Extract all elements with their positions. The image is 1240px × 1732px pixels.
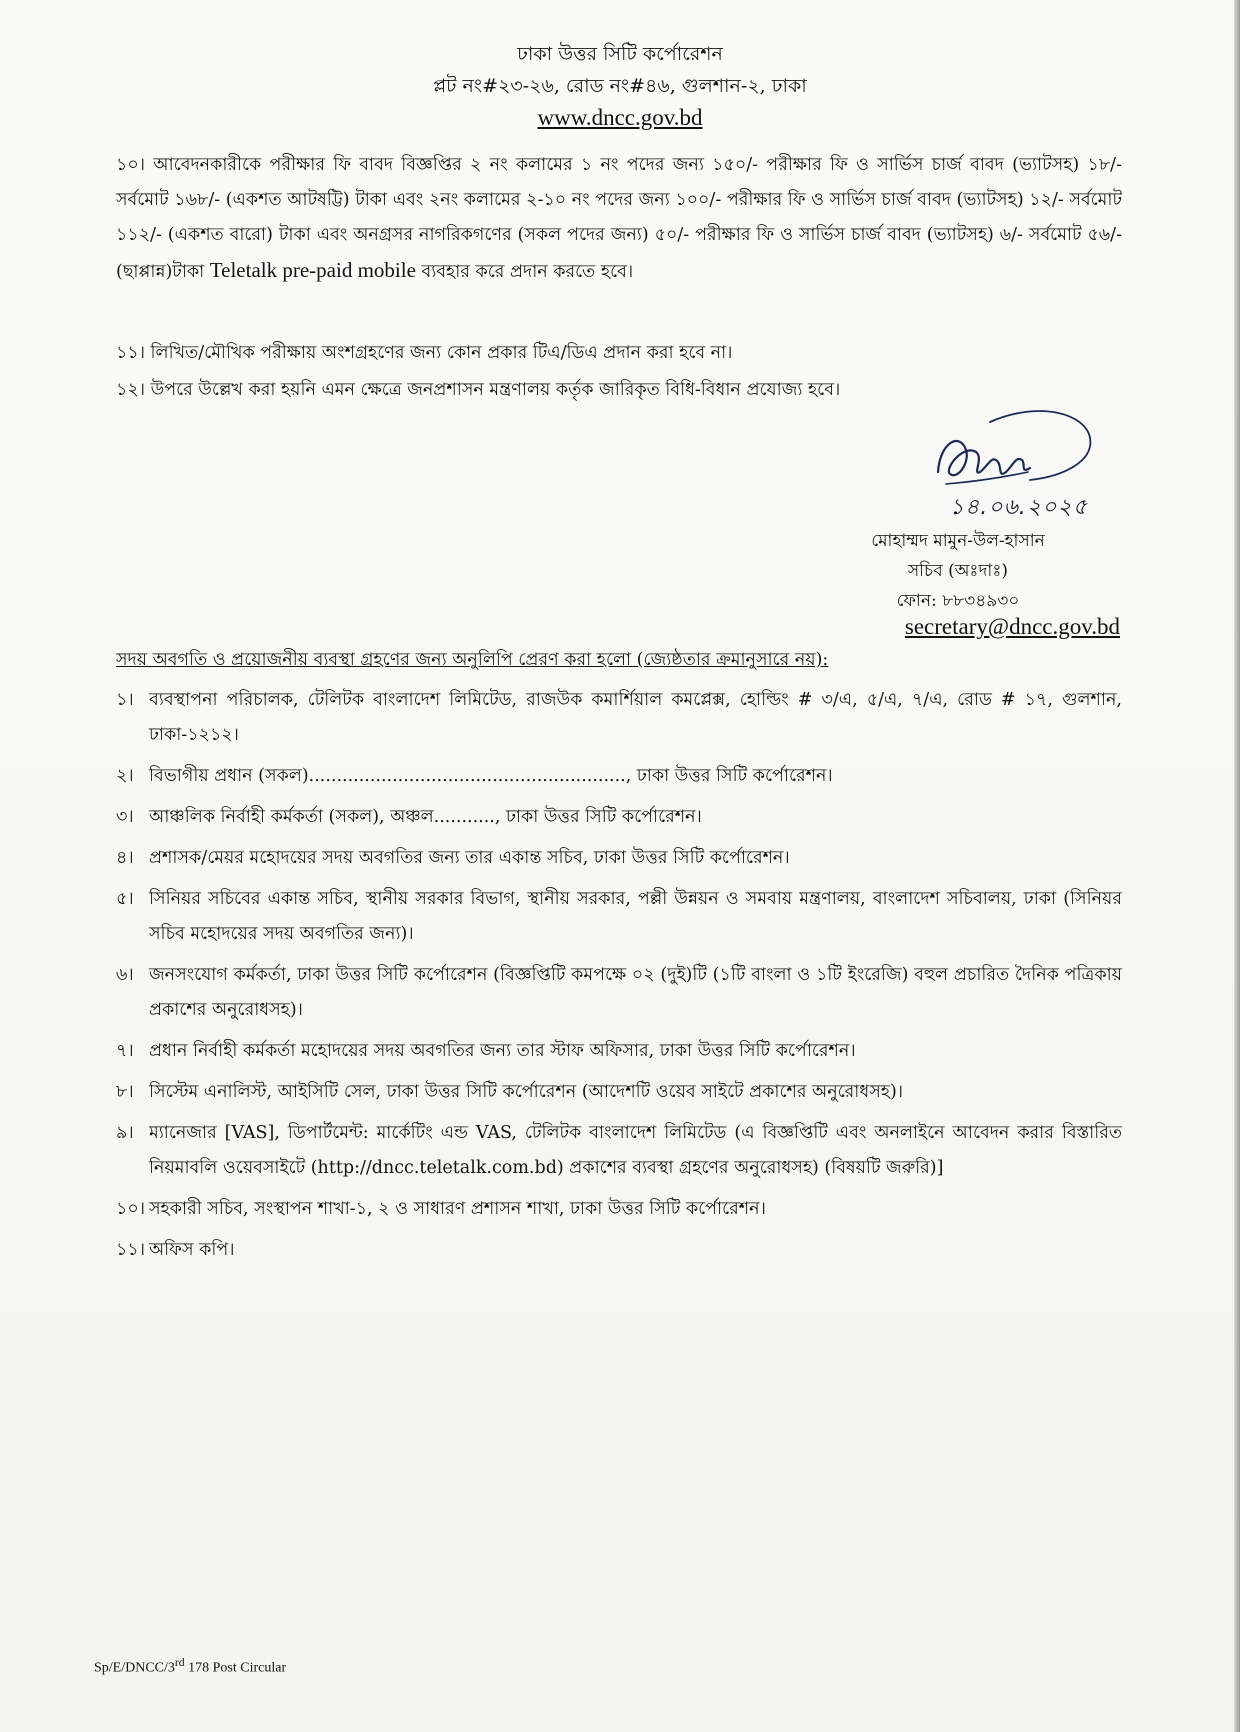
clause-text: আবেদনকারীকে পরীক্ষার ফি বাবদ বিজ্ঞপ্তির ২ নং কলামের ১ নং পদের জন্য ১৫০/- পরীক্ষার ফি ও সার্ভিস চার্জ বাবদ (ভ্যাটসহ) ১৮/- সর্বমোট ১৬৮/- (একশত আটষট্টি) টাকা এবং ২নং কলামের ২-১০ নং পদের জন্য ১০০/- পরীক্ষার ফি ও সার্ভিস চার্জ বাবদ (ভ্যাটসহ) ১২/- সর্বমোট ১১২/- (একশত বারো) টাকা এবং অনগ্রসর নাগরিকগণের (সকল পদের জন্য) ৫০/- পরীক্ষার ফি ও সার্ভিস চার্জ বাবদ (ভ্যাটসহ) ৬/- সর্বমোট ৫৬/- (ছাপ্পান্ন)টাকা	[116, 155, 1122, 282]
list-item-text: ম্যানেজার [VAS], ডিপার্টমেন্ট: মার্কেটিং এন্ড VAS, টেলিটক বাংলাদেশ লিমিটেড (এ বিজ্ঞপ্তিটি এবং অনলাইনে আবেদন করার বিস্তারিত নিয়মাবলি ওয়েবসাইটে (http://dncc.teletalk.com.bd) প্রকাশের ব্যবস্থা গ্রহণের অনুরোধসহ) (বিষয়টি জরুরি)]	[149, 1123, 1122, 1178]
reference-suffix: 178 Post Circular	[184, 1660, 287, 1676]
list-item-text: সিস্টেম এনালিস্ট, আইসিটি সেল, ঢাকা উত্তর সিটি কর্পোরেশন (আদেশটি ওয়েব সাইটে প্রকাশের অনুরোধসহ)।	[149, 1082, 904, 1102]
list-item	[116, 1034, 1122, 1069]
reference-superscript: rd	[174, 1656, 185, 1669]
document-reference	[94, 1656, 286, 1677]
list-item-text: প্রশাসক/মেয়র মহোদয়ের সদয় অবগতির জন্য তার একান্ত সচিব, ঢাকা উত্তর সিটি কর্পোরেশন।	[149, 848, 790, 868]
list-item-number: ৬।	[116, 965, 134, 985]
list-item	[116, 841, 1122, 876]
signatory-designation: সচিব (অঃদাঃ)	[907, 561, 1009, 581]
clause-number: ১০।	[116, 155, 145, 175]
list-item-number: ৯।	[116, 1123, 134, 1143]
clause-text: লিখিত/মৌখিক পরীক্ষায় অংশগ্রহণের জন্য কোন প্রকার টিএ/ডিএ প্রদান করা হবে না।	[144, 343, 733, 363]
copy-to-heading: সদয় অবগতি ও প্রয়োজনীয় ব্যবস্থা গ্রহণের জন্য অনুলিপি প্রেরণ করা হলো (জ্যেষ্ঠতার ক্রমানুসারে নয়):	[116, 650, 829, 670]
signatory-email-link[interactable]: secretary@dncc.gov.bd	[904, 614, 1120, 639]
list-item-number: ৩।	[116, 807, 134, 827]
list-item-text: জনসংযোগ কর্মকর্তা, ঢাকা উত্তর সিটি কর্পোরেশন (বিজ্ঞপ্তিটি কমপক্ষে ০২ (দুই)টি (১টি বাংলা ও ১টি ইংরেজি) বহুল প্রচারিত দৈনিক পত্রিকায় প্রকাশের অনুরোধসহ)।	[149, 965, 1122, 1020]
clause-text-english: Teletalk pre-paid mobile	[209, 258, 416, 282]
org-name: ঢাকা উত্তর সিটি কর্পোরেশন	[517, 43, 723, 65]
scan-edge-shadow	[1234, 0, 1240, 1732]
signature-date: ১৪.০৬.২০২৫	[949, 495, 1088, 520]
list-item-number: ১০।	[116, 1199, 145, 1219]
clause-text: উপরে উল্লেখ করা হয়নি এমন ক্ষেত্রে জনপ্রশাসন মন্ত্রণালয় কর্তৃক জারিকৃত বিধি-বিধান প্রযোজ্য হবে।	[145, 380, 841, 400]
signatory-details	[828, 526, 1088, 616]
list-item-text: ব্যবস্থাপনা পরিচালক, টেলিটক বাংলাদেশ লিমিটেড, রাজউক কমার্শিয়াল কমপ্লেক্স, হোল্ডিং # ৩/এ, ৫/এ, ৭/এ, রোড # ১৭, গুলশান, ঢাকা-১২১২।	[149, 690, 1122, 745]
list-item	[116, 958, 1122, 1028]
list-item-text: আঞ্চলিক নির্বাহী কর্মকর্তা (সকল), অঞ্চল..........., ঢাকা উত্তর সিটি কর্পোরেশন।	[149, 807, 702, 827]
list-item	[116, 759, 1122, 794]
clause-11	[116, 336, 1122, 371]
signatory-phone: ফোন: ৮৮৩৪৯৩০	[896, 591, 1020, 611]
list-item	[116, 882, 1122, 952]
reference-prefix: Sp/E/DNCC/3	[94, 1660, 175, 1676]
list-item-text: প্রধান নির্বাহী কর্মকর্তা মহোদয়ের সদয় অবগতির জন্য তার স্টাফ অফিসার, ঢাকা উত্তর সিটি কর্পোরেশন।	[149, 1041, 856, 1061]
list-item-text: সিনিয়র সচিবের একান্ত সচিব, স্থানীয় সরকার বিভাগ, স্থানীয় সরকার, পল্লী উন্নয়ন ও সমবায় মন্ত্রণালয়, বাংলাদেশ সচিবালয়, ঢাকা (সিনিয়র সচিব মহোদয়ের সদয় অবগতির জন্য)।	[149, 889, 1122, 944]
signature-block	[780, 402, 1120, 652]
org-website-link[interactable]: www.dncc.gov.bd	[537, 105, 703, 130]
list-item	[116, 683, 1122, 753]
org-address: প্লট নং#২৩-২৬, রোড নং#৪৬, গুলশান-২, ঢাকা	[433, 75, 807, 97]
list-item-text: অফিস কপি।	[149, 1240, 235, 1260]
list-item-number: ১১।	[116, 1240, 145, 1260]
clause-10	[116, 148, 1122, 290]
list-item-number: ৭।	[116, 1041, 134, 1061]
clause-text: ব্যবহার করে প্রদান করতে হবে।	[415, 262, 634, 282]
list-item	[116, 800, 1122, 835]
list-item-number: ৮।	[116, 1082, 134, 1102]
clause-number: ১২।	[116, 380, 145, 400]
list-item-number: ৫।	[116, 889, 134, 909]
signatory-name: মোহাম্মদ মামুন-উল-হাসান	[871, 531, 1045, 551]
list-item-number: ৪।	[116, 848, 134, 868]
copy-to-list	[116, 683, 1122, 1274]
list-item	[116, 1192, 1122, 1227]
letterhead	[0, 38, 1240, 134]
list-item	[116, 1075, 1122, 1110]
list-item-text: বিভাগীয় প্রধান (সকল)........................................................., ঢাকা উত্তর সিটি কর্পোরেশন।	[149, 766, 833, 786]
list-item-text: সহকারী সচিব, সংস্থাপন শাখা-১, ২ ও সাধারণ প্রশাসন শাখা, ঢাকা উত্তর সিটি কর্পোরেশন।	[149, 1199, 766, 1219]
clause-number: ১১।	[116, 343, 145, 363]
list-item-number: ২।	[116, 766, 134, 786]
list-item	[116, 1116, 1122, 1186]
list-item-number: ১।	[116, 690, 134, 710]
list-item	[116, 1233, 1122, 1268]
